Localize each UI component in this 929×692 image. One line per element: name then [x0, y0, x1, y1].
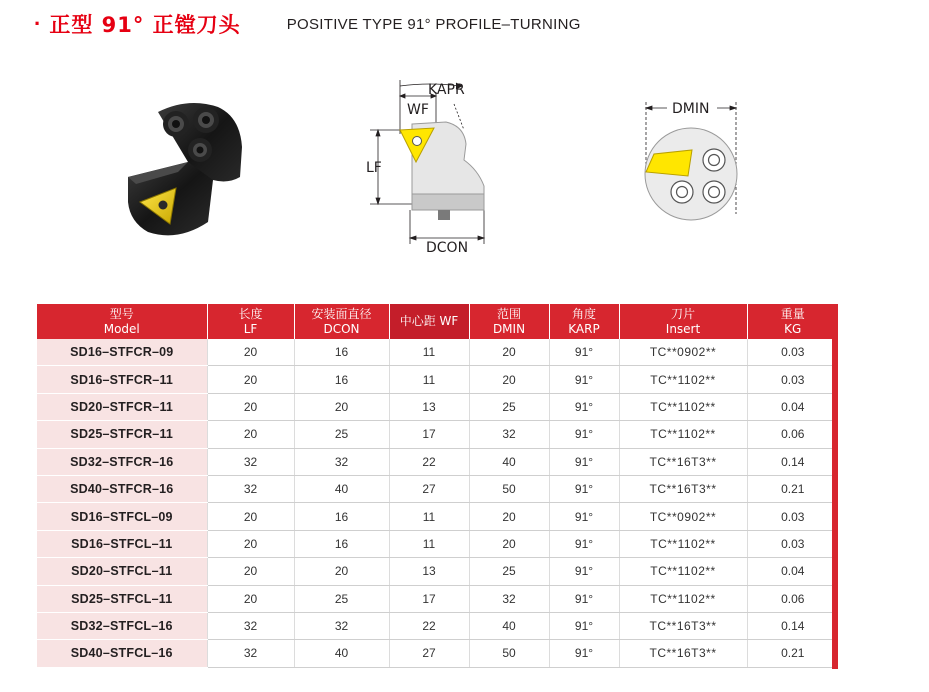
cell-insert: TC**16T3** — [619, 640, 747, 667]
table-row — [37, 640, 838, 667]
table-row — [37, 530, 838, 557]
cell-wf: 11 — [389, 339, 469, 366]
cell-lf: 20 — [207, 393, 294, 420]
cell-kg: 0.04 — [747, 558, 838, 585]
cell-insert: TC**1102** — [619, 366, 747, 393]
cell-dcon: 32 — [294, 448, 389, 475]
cell-dmin: 20 — [469, 530, 549, 557]
cell-dcon: 20 — [294, 393, 389, 420]
cell-kg: 0.03 — [747, 530, 838, 557]
cell-wf: 27 — [389, 640, 469, 667]
cell-karp: 91° — [549, 530, 619, 557]
header-wf: 中心距 WF — [389, 304, 469, 339]
cell-kg: 0.03 — [747, 339, 838, 366]
spec-table — [37, 304, 838, 668]
cell-insert: TC**1102** — [619, 393, 747, 420]
cell-model: SD32–STFCR–16 — [37, 448, 207, 475]
header-lf: 长度 LF — [207, 304, 294, 339]
cell-dmin: 20 — [469, 366, 549, 393]
table-row — [37, 393, 838, 420]
cell-wf: 17 — [389, 585, 469, 612]
cell-wf: 11 — [389, 366, 469, 393]
cell-lf: 20 — [207, 558, 294, 585]
lf-label: LF — [366, 160, 382, 176]
cell-karp: 91° — [549, 640, 619, 667]
dmin-drawing — [632, 94, 752, 244]
table-row — [37, 339, 838, 366]
cell-insert: TC**1102** — [619, 558, 747, 585]
cell-dmin: 50 — [469, 640, 549, 667]
title-bullet: · — [34, 11, 42, 36]
cell-lf: 20 — [207, 530, 294, 557]
cell-lf: 32 — [207, 640, 294, 667]
cell-kg: 0.21 — [747, 475, 838, 502]
cell-model: SD16–STFCL–11 — [37, 530, 207, 557]
cell-wf: 22 — [389, 612, 469, 639]
cell-lf: 32 — [207, 475, 294, 502]
cell-wf: 11 — [389, 530, 469, 557]
cell-insert: TC**1102** — [619, 585, 747, 612]
cell-kg: 0.06 — [747, 421, 838, 448]
table-row — [37, 585, 838, 612]
dcon-label: DCON — [426, 240, 469, 256]
cell-insert: TC**16T3** — [619, 475, 747, 502]
cell-dcon: 16 — [294, 366, 389, 393]
product-photo — [118, 92, 248, 252]
cell-wf: 22 — [389, 448, 469, 475]
cell-dcon: 25 — [294, 585, 389, 612]
cell-karp: 91° — [549, 475, 619, 502]
dmin-label: DMIN — [672, 101, 710, 117]
cell-model: SD20–STFCR–11 — [37, 393, 207, 420]
cell-dcon: 25 — [294, 421, 389, 448]
cell-insert: TC**16T3** — [619, 612, 747, 639]
cell-karp: 91° — [549, 503, 619, 530]
cell-dcon: 40 — [294, 475, 389, 502]
cell-wf: 13 — [389, 558, 469, 585]
cell-kg: 0.03 — [747, 366, 838, 393]
cell-dcon: 16 — [294, 530, 389, 557]
table-header-row — [37, 304, 838, 339]
cell-karp: 91° — [549, 421, 619, 448]
cell-karp: 91° — [549, 585, 619, 612]
cell-dmin: 50 — [469, 475, 549, 502]
cell-karp: 91° — [549, 612, 619, 639]
cell-model: SD32–STFCL–16 — [37, 612, 207, 639]
cell-lf: 20 — [207, 503, 294, 530]
kapr-label: KAPR — [428, 82, 465, 98]
cell-karp: 91° — [549, 393, 619, 420]
cell-dcon: 16 — [294, 339, 389, 366]
cell-model: SD25–STFCR–11 — [37, 421, 207, 448]
table-row — [37, 612, 838, 639]
cell-dmin: 20 — [469, 503, 549, 530]
cell-karp: 91° — [549, 366, 619, 393]
cell-model: SD20–STFCL–11 — [37, 558, 207, 585]
table-row — [37, 448, 838, 475]
cell-wf: 17 — [389, 421, 469, 448]
cell-kg: 0.04 — [747, 393, 838, 420]
cell-dmin: 32 — [469, 585, 549, 612]
dimension-drawing — [360, 74, 500, 264]
cell-kg: 0.21 — [747, 640, 838, 667]
cell-kg: 0.14 — [747, 448, 838, 475]
title-chinese: 正型 91° 正镗刀头 — [49, 13, 241, 37]
cell-insert: TC**1102** — [619, 530, 747, 557]
cell-model: SD40–STFCR–16 — [37, 475, 207, 502]
table-edge-bar — [832, 304, 838, 669]
table-row — [37, 421, 838, 448]
cell-kg: 0.14 — [747, 612, 838, 639]
header-model: 型号 Model — [37, 304, 207, 339]
cell-dcon: 16 — [294, 503, 389, 530]
cell-model: SD40–STFCL–16 — [37, 640, 207, 667]
header-kg: 重量 KG — [747, 304, 838, 339]
cell-lf: 32 — [207, 612, 294, 639]
table-row — [37, 366, 838, 393]
cell-wf: 13 — [389, 393, 469, 420]
cell-wf: 11 — [389, 503, 469, 530]
cell-insert: TC**0902** — [619, 339, 747, 366]
table-row — [37, 503, 838, 530]
header-dmin: 范围 DMIN — [469, 304, 549, 339]
table-row — [37, 475, 838, 502]
table-row — [37, 558, 838, 585]
cell-dmin: 40 — [469, 448, 549, 475]
cell-lf: 20 — [207, 339, 294, 366]
cell-karp: 91° — [549, 339, 619, 366]
page-header — [34, 8, 581, 40]
cell-model: SD25–STFCL–11 — [37, 585, 207, 612]
header-karp: 角度 KARP — [549, 304, 619, 339]
cell-model: SD16–STFCR–11 — [37, 366, 207, 393]
cell-dmin: 25 — [469, 558, 549, 585]
cell-lf: 20 — [207, 366, 294, 393]
cell-dcon: 32 — [294, 612, 389, 639]
cell-insert: TC**1102** — [619, 421, 747, 448]
cell-lf: 20 — [207, 585, 294, 612]
cell-model: SD16–STFCL–09 — [37, 503, 207, 530]
cell-kg: 0.06 — [747, 585, 838, 612]
cell-dmin: 32 — [469, 421, 549, 448]
header-dcon: 安装面直径 DCON — [294, 304, 389, 339]
cell-dcon: 40 — [294, 640, 389, 667]
cell-dcon: 20 — [294, 558, 389, 585]
cell-kg: 0.03 — [747, 503, 838, 530]
cell-lf: 20 — [207, 421, 294, 448]
cell-wf: 27 — [389, 475, 469, 502]
cell-karp: 91° — [549, 448, 619, 475]
cell-dmin: 20 — [469, 339, 549, 366]
cell-dmin: 40 — [469, 612, 549, 639]
wf-label: WF — [407, 102, 429, 118]
cell-model: SD16–STFCR–09 — [37, 339, 207, 366]
cell-lf: 32 — [207, 448, 294, 475]
cell-insert: TC**0902** — [619, 503, 747, 530]
title-english: POSITIVE TYPE 91° PROFILE–TURNING — [286, 15, 581, 33]
cell-dmin: 25 — [469, 393, 549, 420]
cell-insert: TC**16T3** — [619, 448, 747, 475]
cell-karp: 91° — [549, 558, 619, 585]
header-insert: 刀片 Insert — [619, 304, 747, 339]
